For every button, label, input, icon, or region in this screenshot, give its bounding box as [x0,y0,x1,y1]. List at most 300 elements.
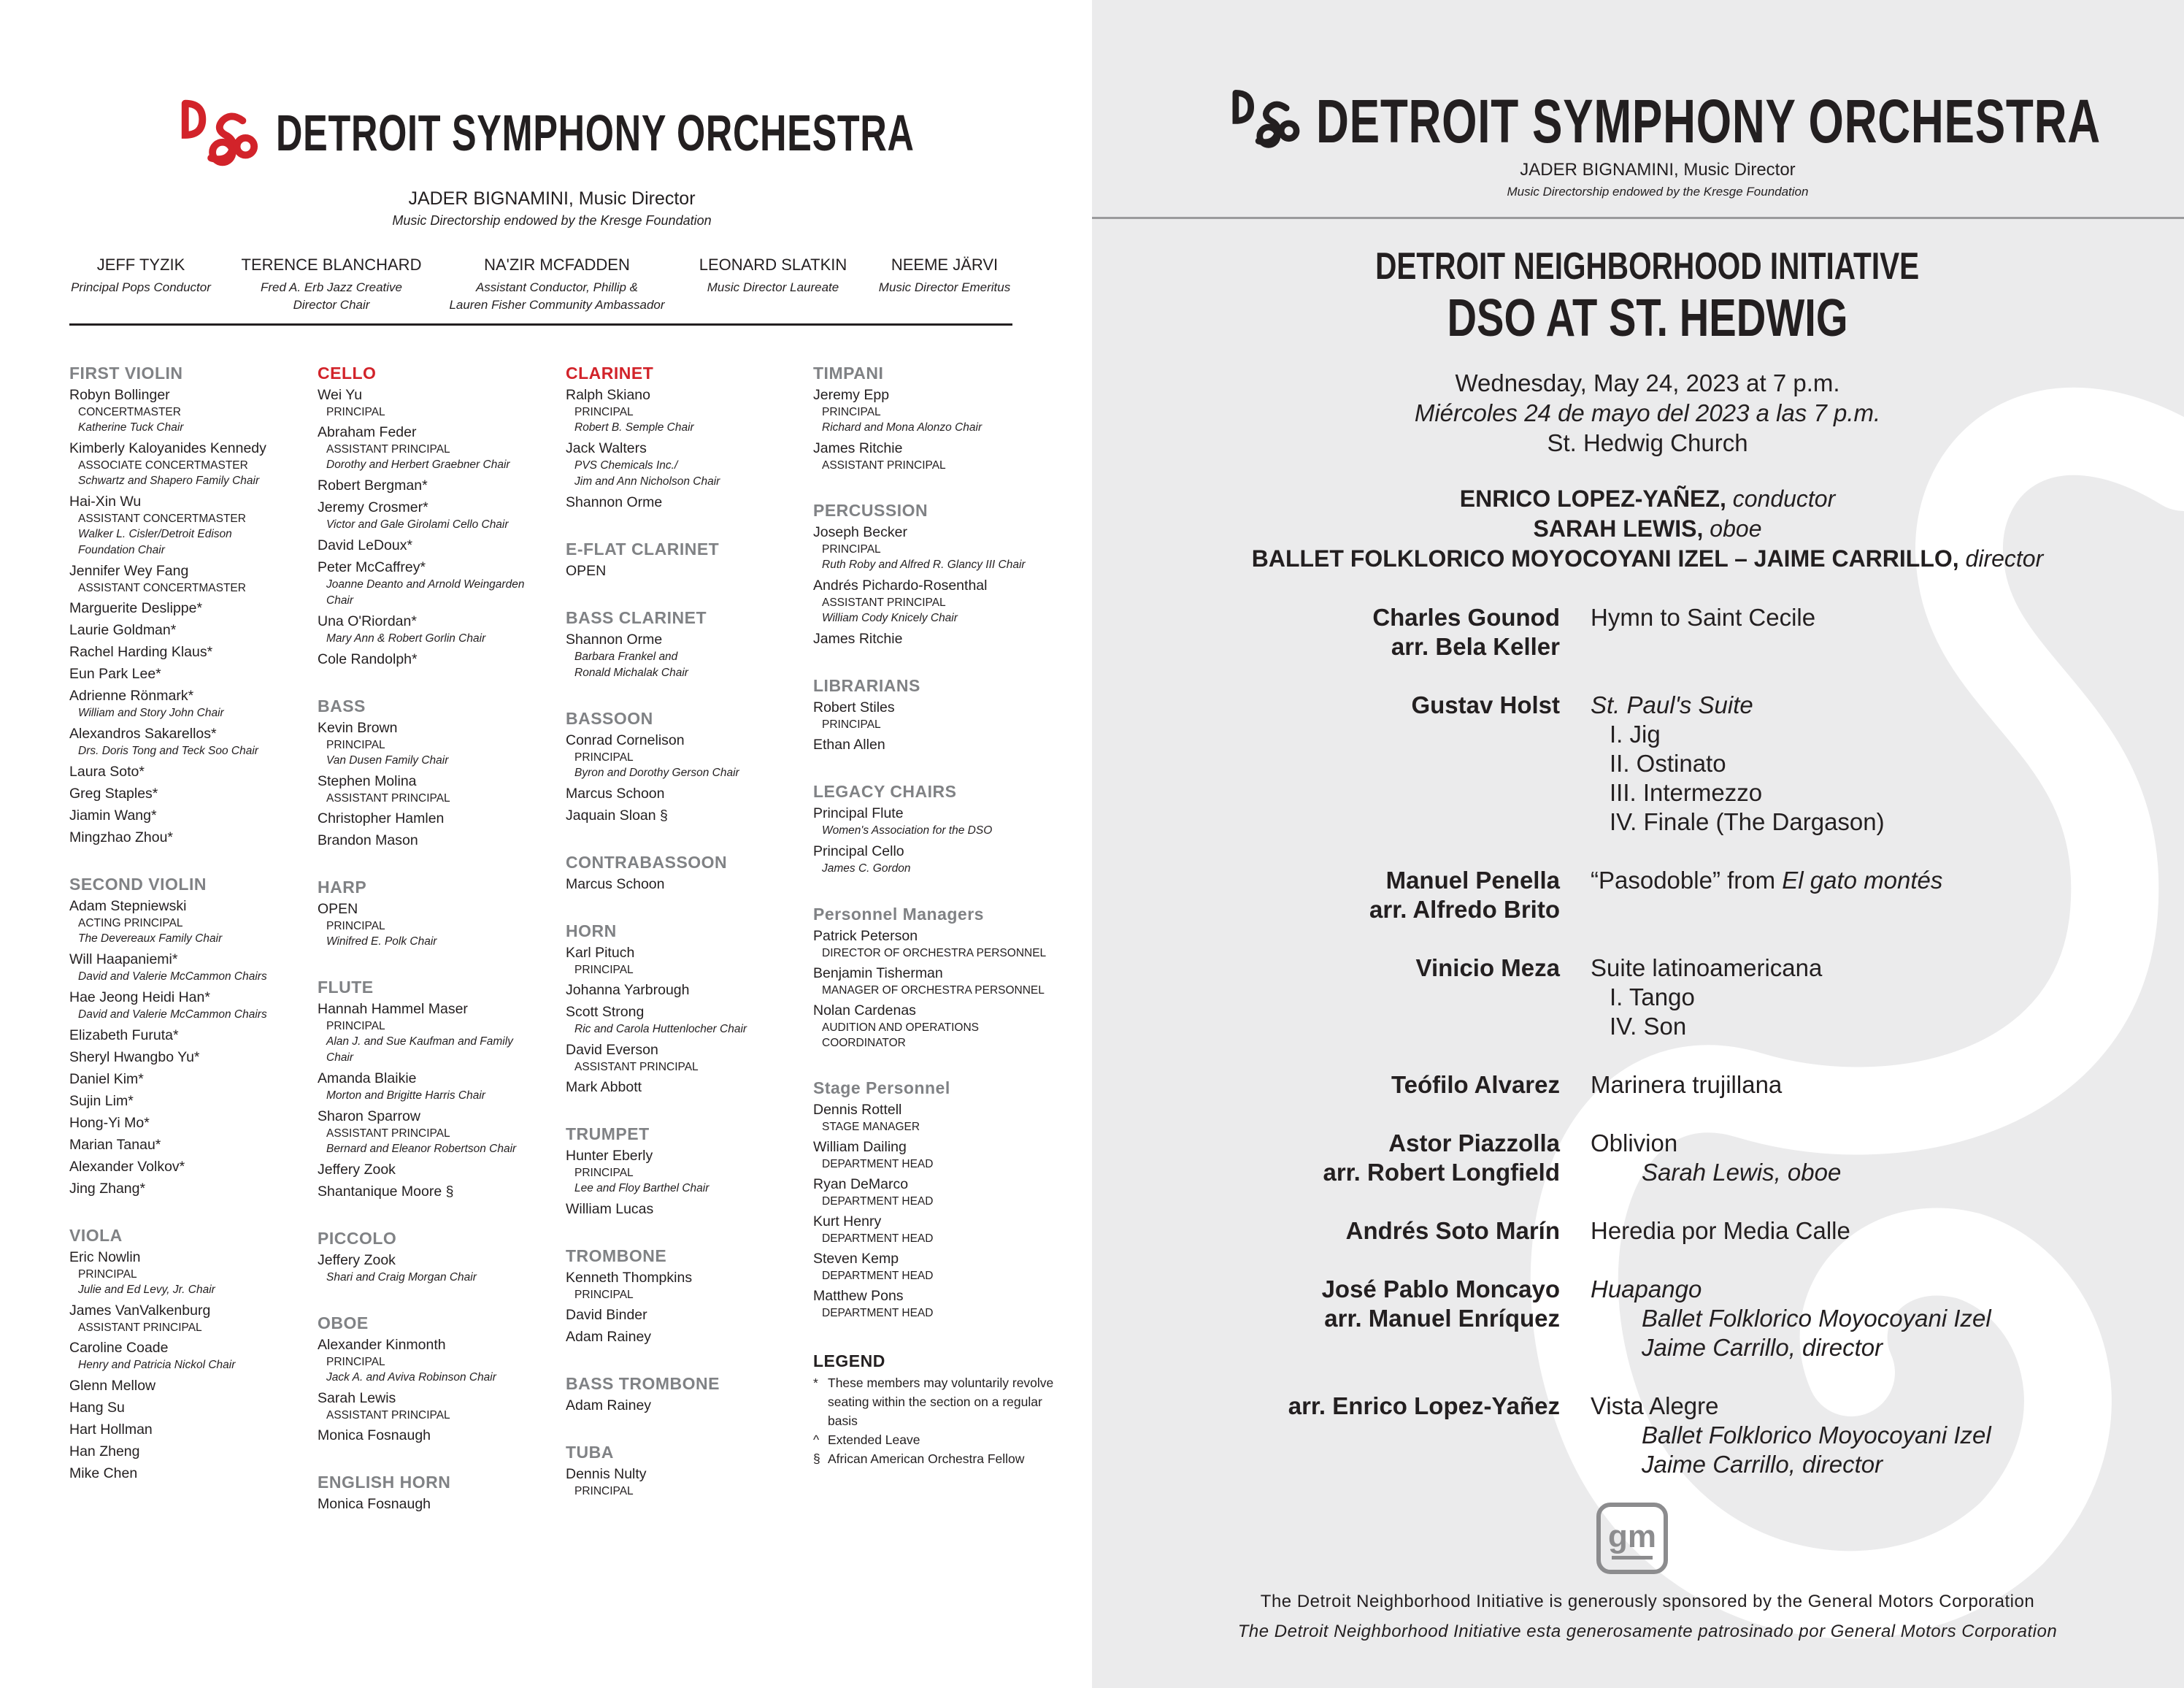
member-chair: Robert B. Semple Chair [574,421,694,434]
member [69,828,310,847]
member [69,1048,310,1067]
member-name: Wei Yu [318,387,363,403]
member [813,1212,1054,1246]
member [69,1442,310,1461]
member-name: Nolan Cardenas [813,1002,916,1018]
work-line [1591,1421,1991,1450]
member-role: PRINCIPAL [574,1485,634,1497]
member [318,1069,558,1104]
member-name: Andrés Pichardo-Rosenthal [813,578,988,594]
roster-section [813,499,1054,648]
performer-role: director [1965,545,2044,572]
member [318,1389,558,1423]
member-chair: Bernard and Eleanor Robertson Chair [326,1143,517,1155]
legend [813,1350,1054,1468]
work-text: II. Ostinato [1610,750,1726,777]
roster-column [813,362,1054,1495]
member [813,523,1054,573]
member-role: DEPARTMENT HEAD [822,1158,934,1170]
venue: St. Hedwig Church [1547,429,1748,456]
member-name: Principal Cello [813,843,904,859]
member-name: Hannah Hammel Maser [318,1001,468,1017]
member-name: Kenneth Thompkins [566,1270,693,1286]
work-text: “Pasodoble” from [1591,867,1783,894]
member [69,950,310,985]
composer [1092,866,1560,924]
section-heading: CELLO [318,364,377,383]
section-heading: PICCOLO [318,1229,397,1248]
member-chair: Mary Ann & Robert Gorlin Chair [326,632,486,645]
member [69,1338,310,1373]
roster-section [813,1077,1054,1321]
composer [1092,1275,1560,1362]
member-chair: Julie and Ed Levy, Jr. Chair [78,1284,215,1296]
roster-section [566,538,807,580]
member-role: ASSOCIATE CONCERTMASTER [78,459,248,472]
section-heading: Personnel Managers [813,905,984,924]
member-name: Amanda Blaikie [318,1070,417,1086]
legend-symbol: * [813,1376,818,1390]
work-text: El gato montés [1782,867,1943,894]
member-name: Hang Su [69,1400,125,1416]
member [566,1268,807,1303]
member-name: Shantanique Moore § [318,1183,454,1200]
member [566,630,807,681]
brand-title: DETROIT SYMPHONY ORCHESTRA [1316,87,2101,156]
member-name: Monica Fosnaugh [318,1427,431,1443]
member-role: PRINCIPAL [574,964,634,976]
member-name: Abraham Feder [318,424,417,440]
section-heading: TRUMPET [566,1124,650,1143]
member-name: Caroline Coade [69,1340,169,1356]
section-heading: OBOE [318,1313,369,1332]
section-heading: LEGACY CHAIRS [813,782,957,801]
member-name: Laura Soto* [69,764,145,780]
section-heading: HORN [566,921,617,940]
work-line [1591,983,1822,1012]
performer-name: SARAH LEWIS, [1533,515,1704,542]
member-name: Sujin Lim* [69,1093,134,1109]
roster-section [566,362,807,512]
performer-name: ENRICO LOPEZ-YAÑEZ, [1459,486,1726,512]
work-line [1591,954,1822,983]
member-name: Hai-Xin Wu [69,494,142,510]
member-name: Marcus Schoon [566,786,665,802]
section-heading: BASS CLARINET [566,608,707,627]
legend-item [813,1449,1054,1468]
member [69,1135,310,1154]
member-name: Jack Walters [566,440,647,456]
dso-logo-icon [1226,80,1301,156]
member-chair: William and Story John Chair [78,707,224,719]
member-name: Jiamin Wang* [69,807,157,824]
member-name: Johanna Yarbrough [566,982,690,998]
member-name: Robert Bergman* [318,477,428,494]
member-name: Stephen Molina [318,773,417,789]
conductor [211,256,452,314]
section-heading: BASSOON [566,709,653,728]
member-name: Rachel Harding Klaus* [69,644,213,660]
endowment-note: Music Directorship endowed by the Kresge Foundation [1507,185,1809,199]
member-name: Marcus Schoon [566,876,665,892]
member-name: Laurie Goldman* [69,622,177,638]
work-text: III. Intermezzo [1610,779,1763,806]
member-chair: David and Valerie McCammon Chairs [78,1008,267,1021]
roster-section [318,1471,558,1514]
member [813,1286,1054,1321]
program-page [1092,0,2184,1688]
member [318,476,558,495]
member-chair: Walker L. Cisler/Detroit Edison Foundation Chair [78,528,232,556]
member-name: James VanValkenburg [69,1303,211,1319]
composer-line: arr. Robert Longfield [1323,1159,1560,1186]
member [318,536,558,555]
member-name: Eun Park Lee* [69,666,161,682]
member-role: ASSISTANT PRINCIPAL [326,792,450,805]
member [566,439,807,490]
member [566,784,807,803]
work-text: Ballet Folklorico Moyocoyani Izel [1642,1305,1991,1332]
member [566,1327,807,1346]
roster-section [813,675,1054,754]
member-name: Han Zheng [69,1443,140,1459]
member-name: Scott Strong [566,1004,645,1020]
composer [1092,954,1560,1041]
member [813,698,1054,732]
roster-section [318,976,558,1201]
section-heading: TIMPANI [813,364,884,383]
work-text: Jaime Carrillo, director [1642,1451,1883,1478]
member-name: Sharon Sparrow [318,1108,420,1124]
member [566,981,807,1000]
member [69,1092,310,1110]
member-role: ASSISTANT PRINCIPAL [326,443,450,456]
member [69,762,310,781]
legend-item [813,1373,1054,1430]
member [69,561,310,596]
member-chair: Winifred E. Polk Chair [326,935,437,948]
member [69,1420,310,1439]
member-role: ASSISTANT PRINCIPAL [78,1321,202,1334]
member-role: PRINCIPAL [78,1268,137,1281]
member [813,1100,1054,1135]
conductor-name: NEEME JÄRVI [891,256,999,274]
work-text: Jaime Carrillo, director [1642,1334,1883,1361]
sponsor-english: The Detroit Neighborhood Initiative is generously sponsored by the General Motors Corporation [1260,1592,2035,1611]
member-name: David Binder [566,1307,647,1323]
conductor-title: Principal Pops Conductor [71,280,211,294]
member-chair: Women's Association for the DSO [822,824,993,837]
work-line [1591,1275,1991,1304]
roster-section [566,1441,807,1499]
member-role: MANAGER OF ORCHESTRA PERSONNEL [822,984,1045,997]
member-name: Jeremy Epp [813,387,890,403]
roster-section [566,1373,807,1415]
member [813,804,1054,839]
member-role: PRINCIPAL [574,406,634,418]
member [813,629,1054,648]
member-name: Robyn Bollinger [69,387,170,403]
member [566,1078,807,1097]
work-line [1591,1070,1782,1100]
music-director: JADER BIGNAMINI, Music Director [408,188,696,209]
member-name: Jeffery Zook [318,1252,396,1268]
member-chair: Ruth Roby and Alfred R. Glancy III Chair [822,559,1026,571]
roster-section [69,362,310,847]
member [69,664,310,683]
member [69,1464,310,1483]
brand-title: DETROIT SYMPHONY ORCHESTRA [276,104,915,161]
work-line [1591,807,1885,837]
work-line [1591,1450,1991,1479]
member-chair: Alan J. and Sue Kaufman and Family Chair [326,1035,513,1064]
endowment-note: Music Directorship endowed by the Kresge Foundation [392,213,712,228]
roster-section [566,1123,807,1219]
program-item [1092,691,2184,837]
section-heading: HARP [318,878,367,897]
conductor-name: TERENCE BLANCHARD [241,256,422,274]
composer [1092,1129,1560,1187]
concert-title: DSO AT ST. HEDWIG [1447,289,1848,348]
member-role: ASSISTANT PRINCIPAL [326,1409,450,1422]
member [813,842,1054,877]
member-name: Alexandros Sakarellos* [69,726,217,742]
member [813,1138,1054,1172]
roster-section [69,1224,310,1483]
member-role: PRINCIPAL [326,1356,385,1368]
member-name: Glenn Mellow [69,1378,156,1394]
work [1591,1275,1991,1362]
member-name: David LeDoux* [318,537,413,553]
roster-column [69,362,310,1509]
member-name: Jeffery Zook [318,1162,396,1178]
program-item [1092,1129,2184,1187]
member-name: Jennifer Wey Fang [69,563,189,579]
member-role: DIRECTOR OF ORCHESTRA PERSONNEL [822,947,1047,959]
legend-text: Extended Leave [828,1432,920,1447]
legend-item [813,1430,1054,1449]
member-name: Hunter Eberly [566,1148,653,1164]
member-name: Ethan Allen [813,737,885,753]
member-name: Kurt Henry [813,1213,882,1229]
program-item [1092,954,2184,1041]
member-name: David Everson [566,1042,658,1058]
member-chair: Ric and Carola Huttenlocher Chair [574,1023,747,1035]
section-heading: PERCUSSION [813,501,928,520]
roster-section [566,920,807,1097]
dso-logo-icon [174,89,260,175]
work-line [1591,1129,1841,1158]
composer-line: arr. Enrico Lopez-Yañez [1288,1392,1560,1419]
member-chair: Lee and Floy Barthel Chair [574,1182,710,1194]
member [318,809,558,828]
member [69,988,310,1023]
member-name: Hae Jeong Heidi Han* [69,989,210,1005]
composer-line: Vinicio Meza [1415,954,1560,981]
member [566,561,807,580]
member-chair: Drs. Doris Tong and Teck Soo Chair [78,745,258,757]
work-text: IV. Son [1610,1013,1687,1040]
member [318,1107,558,1157]
conductor [437,256,677,314]
sponsor-spanish: The Detroit Neighborhood Initiative esta generosamente patrosinado por General Motors Corporation [1237,1622,2058,1641]
composer-line: Manuel Penella [1385,867,1560,894]
member-role: AUDITION AND OPERATIONS COORDINATOR [822,1021,980,1049]
member-role: PRINCIPAL [822,406,881,418]
member-chair: Katherine Tuck Chair [78,421,184,434]
member-name: Elizabeth Furuta* [69,1027,179,1043]
member [318,831,558,850]
member [69,492,310,559]
member-chair: Richard and Mona Alonzo Chair [822,421,983,434]
member [566,806,807,825]
roster-section [318,876,558,950]
composer [1092,691,1560,837]
member [69,724,310,759]
member-name: Kevin Brown [318,720,398,736]
member-name: OPEN [318,901,358,917]
member-role: PRINCIPAL [326,1020,385,1032]
member [69,897,310,947]
member-name: Robert Stiles [813,699,895,716]
member-chair: Shari and Craig Morgan Chair [326,1271,477,1284]
member [318,1182,558,1201]
section-heading: TUBA [566,1443,614,1462]
member-name: Mike Chen [69,1465,138,1481]
roster-section [813,362,1054,473]
member-name: Dennis Nulty [566,1466,647,1482]
member-name: Alexander Kinmonth [318,1337,446,1353]
member-name: Eric Nowlin [69,1249,141,1265]
roster-section [318,362,558,669]
program-item [1092,1275,2184,1362]
conductor-title: Fred A. Erb Jazz Creative Director Chair [261,280,402,312]
member [813,439,1054,473]
program-item [1092,1070,2184,1100]
performers [1092,484,2184,574]
program-item [1092,1392,2184,1479]
member [69,1113,310,1132]
section-heading: Stage Personnel [813,1078,950,1097]
member-name: Patrick Peterson [813,928,918,944]
member-role: ASSISTANT PRINCIPAL [574,1061,699,1073]
program-list [1092,603,2184,1508]
member-name: William Lucas [566,1201,654,1217]
work-line [1591,1216,1850,1246]
member-name: Dennis Rottell [813,1102,902,1118]
header-divider [69,323,1012,326]
section-heading: FLUTE [318,978,374,997]
member [813,576,1054,626]
work-line [1591,1158,1841,1187]
svg-text:gm: gm [1608,1519,1656,1554]
member [813,735,1054,754]
member [69,1376,310,1395]
program-item [1092,1216,2184,1246]
composer-line: Astor Piazzolla [1388,1129,1560,1156]
member-name: Karl Pituch [566,945,635,961]
roster-section [566,707,807,825]
member [566,731,807,781]
member-name: Greg Staples* [69,786,158,802]
date-english: Wednesday, May 24, 2023 at 7 p.m. [1455,369,1840,396]
header-divider [1092,217,2184,219]
member-name: Sarah Lewis [318,1390,396,1406]
conductor-title: Music Director Laureate [707,280,839,294]
member [318,899,558,950]
member-role: PRINCIPAL [326,739,385,751]
member-chair: James C. Gordon [822,862,911,875]
roster-column [566,362,807,1525]
member-role: ASSISTANT CONCERTMASTER [78,513,246,525]
work-text: Vista Alegre [1591,1392,1719,1419]
member-name: Shannon Orme [566,632,663,648]
member-chair: Dorothy and Herbert Graebner Chair [326,459,510,471]
member-role: ASSISTANT PRINCIPAL [822,596,946,609]
work [1591,866,1942,924]
member-name: OPEN [566,563,607,579]
member-name: Brandon Mason [318,832,418,848]
member [69,1248,310,1298]
member-role: ASSISTANT CONCERTMASTER [78,582,246,594]
legend-text: African American Orchestra Fellow [828,1451,1025,1466]
work-text: Huapango [1591,1275,1702,1303]
section-heading: TROMBONE [566,1246,667,1265]
composer [1092,603,1560,661]
member [69,1157,310,1176]
member [318,1495,558,1514]
section-heading: CLARINET [566,364,654,383]
member-name: Monica Fosnaugh [318,1496,431,1512]
member-chair: Schwartz and Shapero Family Chair [78,475,260,487]
member [566,1146,807,1197]
work-line [1591,1304,1991,1333]
member [813,964,1054,998]
member [69,784,310,803]
member [318,1335,558,1386]
member [566,1002,807,1037]
performer-name: BALLET FOLKLORICO MOYOCOYANI IZEL – JAIME CARRILLO, [1251,545,1959,572]
work-text: Hymn to Saint Cecile [1591,604,1816,631]
member [566,1396,807,1415]
member [566,385,807,436]
section-heading: E-FLAT CLARINET [566,540,720,559]
work-text: Heredia por Media Calle [1591,1217,1850,1244]
work [1591,1392,1991,1479]
member [69,599,310,618]
member-name: Cole Randolph* [318,651,418,667]
member-chair: David and Valerie McCammon Chairs [78,970,267,983]
member [318,558,558,609]
member [566,493,807,512]
member-name: Joseph Becker [813,524,907,540]
member [318,718,558,769]
member-chair: PVS Chemicals Inc./ Jim and Ann Nicholson Chair [574,459,720,488]
member-name: Ryan DeMarco [813,1176,909,1192]
member-role: PRINCIPAL [822,543,881,556]
work-line [1591,778,1885,807]
member-name: Hart Hollman [69,1422,153,1438]
member-name: Sheryl Hwangbo Yu* [69,1049,200,1065]
member-name: James Ritchie [813,440,903,456]
roster-section [318,1227,558,1286]
roster-section [566,851,807,894]
composer-line: Andrés Soto Marín [1345,1217,1560,1244]
roster-column [318,362,558,1540]
work-text: Suite latinoamericana [1591,954,1823,981]
member-name: Christopher Hamlen [318,810,445,826]
member [318,1160,558,1179]
